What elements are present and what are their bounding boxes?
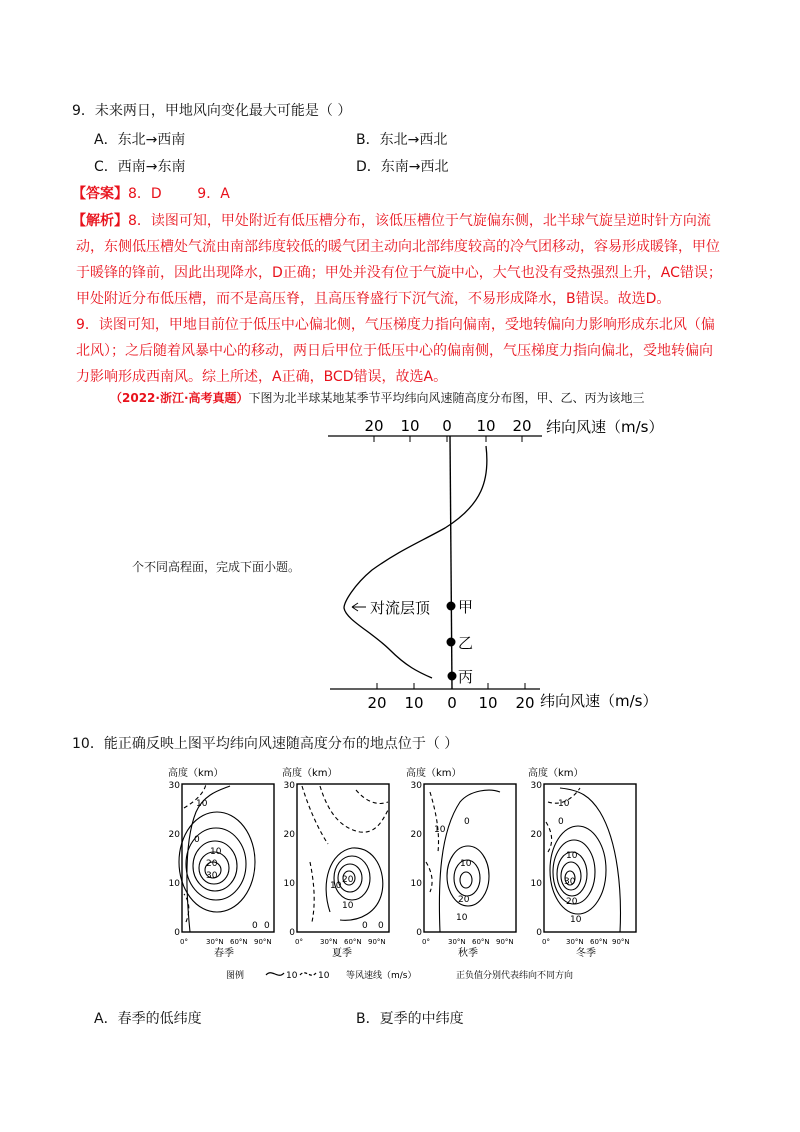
bottom-tick-label: 10 (404, 694, 424, 712)
ytick: 0 (174, 928, 180, 938)
season-label: 春季 (214, 948, 234, 959)
contour-label: 10 (570, 915, 582, 925)
panel-spring (168, 766, 274, 959)
top-tick-label: 10 (400, 417, 420, 435)
point-yi-label: 乙 (458, 634, 474, 652)
ytick: 20 (410, 830, 422, 840)
legend-dashed-label: 10 (318, 971, 330, 981)
ytick: 20 (168, 830, 180, 840)
top-tick-label: 20 (512, 417, 532, 435)
point-yi-marker (447, 638, 456, 647)
panel-autumn (406, 766, 516, 959)
xtick: 30°N (206, 938, 224, 946)
bottom-tick-label: 0 (447, 694, 457, 712)
ytick: 10 (410, 879, 422, 889)
xtick: 90°N (368, 938, 386, 946)
top-tick-label: 20 (364, 417, 384, 435)
ytick: 30 (410, 781, 422, 791)
panel-summer (282, 766, 389, 959)
contour-label: 0 (264, 921, 270, 931)
seasonal-isotach-figure (160, 762, 640, 994)
analysis-line-6: 北风）；之后随着风暴中心的移动，两日后甲位于低压中心的偏南侧，气压梯度力指向偏北，受地转偏向 (76, 343, 713, 359)
xtick: 0° (180, 938, 188, 946)
q9-option-d[interactable]: D．东南→西北 (356, 159, 449, 175)
answer-text: 8．D 9．A (128, 186, 230, 202)
contour-label: 10 (460, 859, 472, 869)
point-jia-label: 甲 (458, 598, 474, 616)
ytick: 10 (168, 879, 180, 889)
bottom-axis-title: 纬向风速（m/s） (540, 692, 658, 710)
panel-ylabel: 高度（km） (168, 768, 224, 779)
ytick: 0 (536, 928, 542, 938)
ytick: 10 (283, 879, 295, 889)
xtick: 30°N (448, 938, 466, 946)
q9-stem: 9．未来两日，甲地风向变化最大可能是（ ） (72, 103, 352, 119)
panel-ylabel: 高度（km） (528, 768, 584, 779)
contour-label: 30 (206, 871, 218, 881)
legend-isotach: 等风速线（m/s） (346, 971, 417, 981)
q9-option-a[interactable]: A．东北→西南 (94, 132, 186, 148)
panel-frame (424, 784, 516, 932)
contour-label: 0 (362, 921, 368, 931)
contour-label: 0 (464, 817, 470, 827)
xtick: 0° (422, 938, 430, 946)
answer-tag: 【答案】 (72, 186, 128, 202)
contour-label: 0 (378, 921, 384, 931)
xtick: 60°N (590, 938, 608, 946)
q10-stem: 10．能正确反映上图平均纬向风速随高度分布的地点位于（ ） (72, 736, 459, 752)
point-bing-marker (448, 672, 457, 681)
contour-label: 10 (566, 851, 578, 861)
top-tick-label: 10 (476, 417, 496, 435)
xtick: 0° (295, 938, 303, 946)
contour-label: 0 (252, 921, 258, 931)
xtick: 60°N (344, 938, 362, 946)
season-label: 夏季 (332, 948, 352, 959)
q10-option-b[interactable]: B．夏季的中纬度 (356, 1011, 464, 1027)
ytick: 0 (416, 928, 422, 938)
bottom-tick-label: 10 (478, 694, 498, 712)
contour-label: 20 (206, 859, 218, 869)
analysis-line-7: 力影响形成西南风。综上所述，A正确，BCD错误，故选A。 (76, 369, 448, 385)
top-axis-ticks (374, 436, 522, 442)
analysis-tag: 【解析】 (72, 213, 128, 229)
ytick: 20 (530, 830, 542, 840)
ytick: 30 (530, 781, 542, 791)
analysis-text-1: 8．读图可知，甲处附近有低压槽分布，该低压槽位于气旋偏东侧，北半球气旋呈逆时针方向流 (128, 213, 711, 229)
point-bing-label: 丙 (458, 668, 474, 686)
panel-ylabel: 高度（km） (406, 768, 462, 779)
ytick: 30 (168, 781, 180, 791)
xtick: 30°N (320, 938, 338, 946)
legend-solid-label: 10 (286, 971, 298, 981)
figure-legend (226, 969, 573, 981)
contour-label: 10 (196, 799, 208, 809)
xtick: 90°N (496, 938, 514, 946)
analysis-line-1 (72, 210, 732, 230)
top-axis-title: 纬向风速（m/s） (546, 418, 664, 436)
legend-note: 正负值分别代表纬向不同方向 (456, 971, 574, 981)
legend-solid-line (266, 973, 284, 976)
panel-winter (528, 766, 636, 959)
wind-profile-figure (310, 410, 670, 715)
contour-label: 20 (458, 895, 470, 905)
point-jia-marker (447, 602, 456, 611)
contour-label: 10 (434, 825, 446, 835)
bottom-tick-label: 20 (367, 694, 387, 712)
contour-label: 20 (342, 875, 354, 885)
top-tick-label: 0 (442, 417, 452, 435)
intro-line-1 (110, 389, 645, 406)
contour-label: 10 (456, 913, 468, 923)
contour-label: 20 (566, 897, 578, 907)
contour-label: 10 (330, 881, 342, 891)
intro-source: （2022·浙江·高考真题） (110, 391, 249, 405)
contour-label: 30 (564, 877, 576, 887)
q9-option-c[interactable]: C．西南→东南 (94, 159, 186, 175)
legend-dashed-line (300, 973, 316, 976)
xtick: 30°N (566, 938, 584, 946)
ytick: 20 (283, 830, 295, 840)
xtick: 90°N (612, 938, 630, 946)
tropopause-label: 对流层顶 (370, 599, 431, 617)
analysis-line-2: 动，东侧低压槽处气流由南部纬度较低的暖气团主动向北部纬度较高的冷气团移动，容易形成暖锋，甲位 (76, 239, 720, 255)
contour-label: 10 (558, 799, 570, 809)
intro-text-1: 下图为北半球某地某季节平均纬向风速随高度分布图，甲、乙、丙为该地三 (248, 391, 645, 405)
q10-option-a[interactable]: A．春季的低纬度 (94, 1011, 202, 1027)
ytick: 0 (289, 928, 295, 938)
xtick: 60°N (230, 938, 248, 946)
q9-option-b[interactable]: B．东北→西北 (356, 132, 448, 148)
xtick: 0° (542, 938, 550, 946)
contour-label: 10 (342, 901, 354, 911)
bottom-tick-label: 20 (515, 694, 535, 712)
intro-line-2: 个不同高程面，完成下面小题。 (132, 560, 301, 574)
answer-line (72, 183, 230, 203)
xtick: 60°N (472, 938, 490, 946)
contour-label: 0 (558, 817, 564, 827)
season-label: 秋季 (458, 948, 478, 959)
contour-label: 10 (210, 847, 222, 857)
legend-title: 图例 (226, 971, 245, 981)
analysis-line-5: 9．读图可知，甲地目前位于低压中心偏北侧，气压梯度力指向偏南，受地转偏向力影响形成东北风（偏 (76, 317, 715, 333)
bottom-axis-ticks (377, 683, 525, 689)
season-label: 冬季 (576, 948, 596, 959)
ytick: 10 (530, 879, 542, 889)
contour-label: 0 (194, 835, 200, 845)
ytick: 30 (283, 781, 295, 791)
analysis-line-4: 甲处附近分布低压槽，而不是高压脊，且高压脊盛行下沉气流，不易形成降水，B错误。故选D。 (76, 291, 671, 307)
panel-ylabel: 高度（km） (282, 768, 338, 779)
zero-wind-line (450, 436, 452, 689)
analysis-line-3: 于暖锋的锋前，因此出现降水，D正确；甲处并没有位于气旋中心，大气也没有受热强烈上升，AC错误； (76, 265, 722, 281)
xtick: 90°N (254, 938, 272, 946)
